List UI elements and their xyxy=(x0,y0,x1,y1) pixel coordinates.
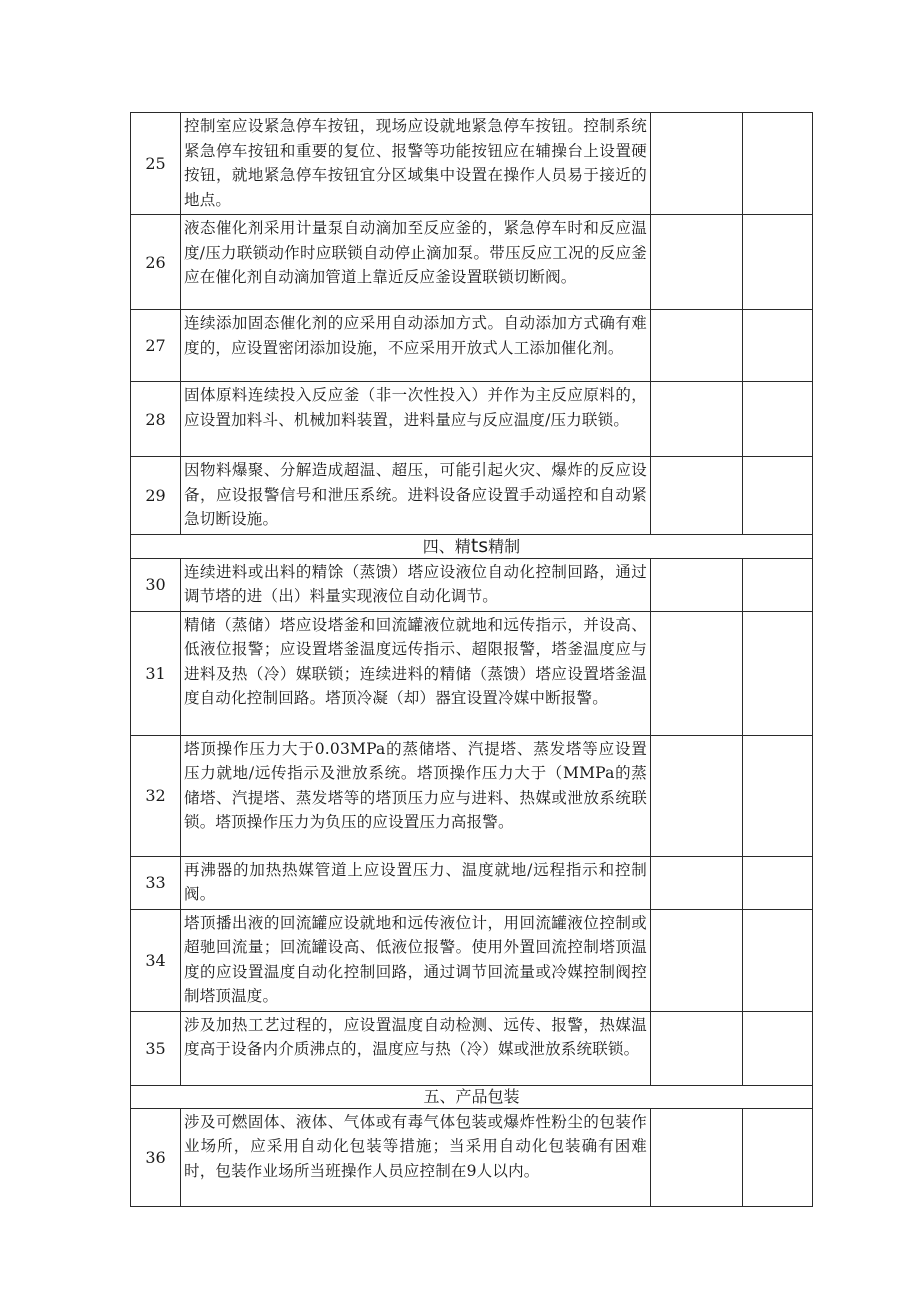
remark-cell[interactable] xyxy=(743,611,813,735)
row-content: 塔顶播出液的回流罐应设就地和远传液位计，用回流罐液位控制或超驰回流量；回流罐设高、低液位报警。使用外置回流控制塔顶温度的应设置温度自动化控制回路，通过调节回流量或冷媒控制阀控制塔顶温度。 xyxy=(181,909,651,1011)
row-content: 塔顶操作压力大于0.03MPa的蒸储塔、汽提塔、蒸发塔等应设置压力就地/远传指示及泄放系统。塔顶操作压力大于（MMPa的蒸储塔、汽提塔、蒸发塔等的塔顶压力应与进料、热媒或泄放系统联锁。塔顶操作压力为负压的应设置压力高报警。 xyxy=(181,735,651,856)
inspection-table xyxy=(130,112,813,1207)
section-title-suffix: 精制 xyxy=(488,536,521,556)
section-title xyxy=(131,1085,813,1108)
row-content: 液态催化剂采用计量泵自动滴加至反应釜的，紧急停车时和反应温度/压力联锁动作时应联锁自动停止滴加泵。带压反应工况的反应釜应在催化剂自动滴加管道上靠近反应釜设置联锁切断阀。 xyxy=(181,215,651,310)
table-row xyxy=(131,1011,813,1085)
table-row xyxy=(131,558,813,611)
remark-cell[interactable] xyxy=(743,457,813,535)
row-content: 涉及加热工艺过程的，应设置温度自动检测、远传、报警，热媒温度高于设备内介质沸点的，温度应与热（冷）媒或泄放系统联锁。 xyxy=(181,1011,651,1085)
row-number: 35 xyxy=(131,1011,181,1085)
check-cell[interactable] xyxy=(651,1011,743,1085)
remark-cell[interactable] xyxy=(743,215,813,310)
section-title-glyph: ts xyxy=(470,534,489,557)
table-row xyxy=(131,611,813,735)
row-number: 36 xyxy=(131,1108,181,1206)
row-number: 31 xyxy=(131,611,181,735)
check-cell[interactable] xyxy=(651,611,743,735)
remark-cell[interactable] xyxy=(743,856,813,909)
table-row xyxy=(131,909,813,1011)
section-title xyxy=(131,534,813,558)
check-cell[interactable] xyxy=(651,1108,743,1206)
check-cell[interactable] xyxy=(651,457,743,535)
remark-cell[interactable] xyxy=(743,909,813,1011)
table-row xyxy=(131,856,813,909)
row-number: 26 xyxy=(131,215,181,310)
row-content: 因物料爆聚、分解造成超温、超压，可能引起火灾、爆炸的反应设备，应设报警信号和泄压系统。进料设备应设置手动遥控和自动紧急切断设施。 xyxy=(181,457,651,535)
table-row xyxy=(131,382,813,457)
row-content: 精储（蒸储）塔应设塔釜和回流罐液位就地和远传指示，并设高、低液位报警；应设置塔釜温度远传指示、超限报警，塔釜温度应与进料及热（冷）媒联锁；连续进料的精储（蒸馈）塔应设置塔釜温度自动化控制回路。塔顶冷凝（却）器宜设置冷媒中断报警。 xyxy=(181,611,651,735)
check-cell[interactable] xyxy=(651,215,743,310)
table-row xyxy=(131,735,813,856)
remark-cell[interactable] xyxy=(743,113,813,215)
row-number: 30 xyxy=(131,558,181,611)
row-content: 涉及可燃固体、液体、气体或有毒气体包装或爆炸性粉尘的包装作业场所，应采用自动化包装等措施；当采用自动化包装确有困难时，包装作业场所当班操作人员应控制在9人以内。 xyxy=(181,1108,651,1206)
check-cell[interactable] xyxy=(651,113,743,215)
section-title-prefix: 五、产品包装 xyxy=(423,1086,520,1106)
row-number: 27 xyxy=(131,310,181,382)
section-header-row xyxy=(131,1085,813,1108)
row-content: 连续添加固态催化剂的应采用自动添加方式。自动添加方式确有难度的，应设置密闭添加设施，不应采用开放式人工添加催化剂。 xyxy=(181,310,651,382)
check-cell[interactable] xyxy=(651,558,743,611)
check-cell[interactable] xyxy=(651,735,743,856)
table-row xyxy=(131,215,813,310)
check-cell[interactable] xyxy=(651,856,743,909)
table-row xyxy=(131,310,813,382)
row-number: 34 xyxy=(131,909,181,1011)
inspection-table-page xyxy=(130,112,812,1207)
row-number: 32 xyxy=(131,735,181,856)
check-cell[interactable] xyxy=(651,382,743,457)
row-content: 连续进料或出料的精馀（蒸馈）塔应设液位自动化控制回路，通过调节塔的进（出）料量实现液位自动化调节。 xyxy=(181,558,651,611)
row-content: 固体原料连续投入反应釜（非一次性投入）并作为主反应原料的，应设置加料斗、机械加料装置，进料量应与反应温度/压力联锁。 xyxy=(181,382,651,457)
row-number: 33 xyxy=(131,856,181,909)
section-title-prefix: 四、精 xyxy=(422,536,471,556)
remark-cell[interactable] xyxy=(743,382,813,457)
remark-cell[interactable] xyxy=(743,1108,813,1206)
row-number: 28 xyxy=(131,382,181,457)
remark-cell[interactable] xyxy=(743,1011,813,1085)
remark-cell[interactable] xyxy=(743,558,813,611)
remark-cell[interactable] xyxy=(743,310,813,382)
row-number: 25 xyxy=(131,113,181,215)
table-row xyxy=(131,1108,813,1206)
check-cell[interactable] xyxy=(651,310,743,382)
check-cell[interactable] xyxy=(651,909,743,1011)
remark-cell[interactable] xyxy=(743,735,813,856)
table-row xyxy=(131,457,813,535)
row-content: 控制室应设紧急停车按钮，现场应设就地紧急停车按钮。控制系统紧急停车按钮和重要的复位、报警等功能按钮应在辅操台上设置硬按钮，就地紧急停车按钮宜分区域集中设置在操作人员易于接近的地点。 xyxy=(181,113,651,215)
section-header-row xyxy=(131,534,813,558)
row-number: 29 xyxy=(131,457,181,535)
row-content: 再沸器的加热热媒管道上应设置压力、温度就地/远程指示和控制阀。 xyxy=(181,856,651,909)
table-row xyxy=(131,113,813,215)
